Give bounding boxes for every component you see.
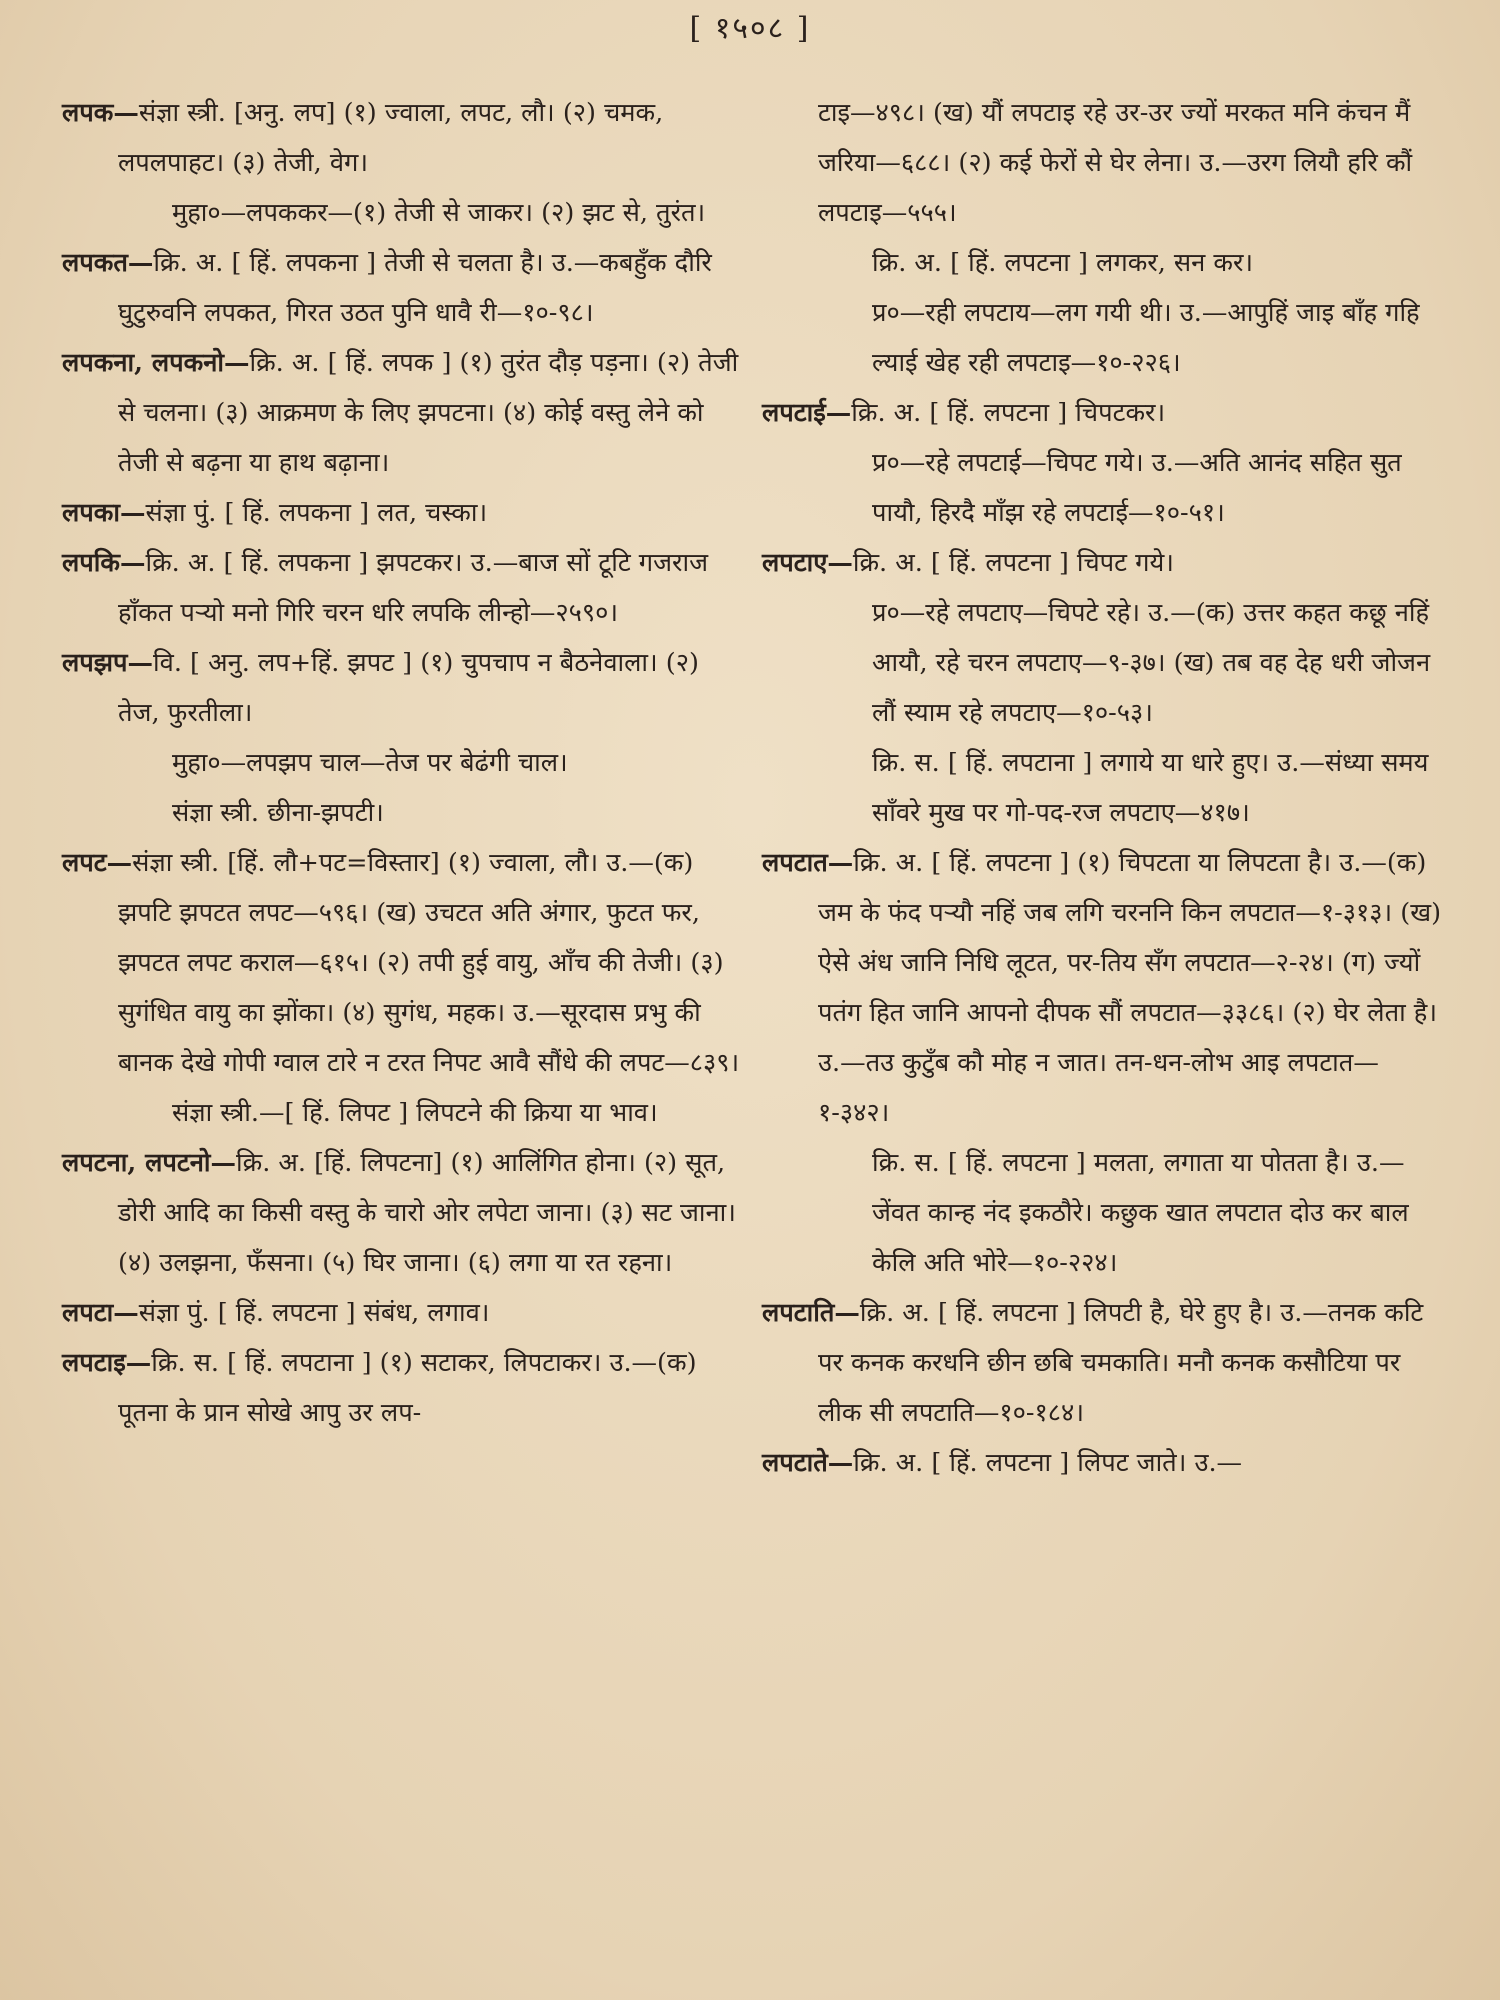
- definition: क्रि. अ. [ हिं. लपक ] (१) तुरंत दौड़ पड़ना। (२) तेजी से चलना। (३) आक्रमण के लिए झपटना। (४) कोई वस्तु लेने को तेजी से बढ़ना या हाथ बढ़ाना।: [118, 348, 739, 478]
- entry: [762, 838, 1442, 1138]
- right-column: [762, 88, 1442, 1488]
- entry: [762, 388, 1442, 438]
- entry: [62, 838, 742, 1088]
- definition: क्रि. अ. [ हिं. लपकना ] झपटकर। उ.—बाज सों टूटि गजराज हाँकत पर्‍यो मनो गिरि चरन धरि लपकि लीन्हो—२५९०।: [118, 548, 709, 628]
- sub-entry: प्र०—रहे लपटाए—चिपटे रहे। उ.—(क) उत्तर कहत कछू नहिं आयौ, रहे चरन लपटाए—९-३७। (ख) तब वह देह धरी जोजन लौं स्याम रहे लपटाए—१०-५३।: [872, 598, 1431, 728]
- definition: संज्ञा पुं. [ हिं. लपकना ] लत, चस्का।: [145, 498, 488, 528]
- headword: लपटाति—: [762, 1298, 860, 1328]
- entry: [762, 1438, 1442, 1488]
- definition: क्रि. अ. [ हिं. लपटना ] लिपट जाते। उ.—: [853, 1448, 1243, 1478]
- headword: लपट—: [62, 848, 133, 878]
- sub-entry: मुहा०—लपझप चाल—तेज पर बेढंगी चाल।: [172, 748, 568, 778]
- definition: संज्ञा स्त्री. [हिं. लौ+पट=विस्तार] (१) ज्वाला, लौ। उ.—(क) झपटि झपटत लपट—५९६। (ख) उचटत अति अंगार, फुटत फर, झपटत लपट कराल—६१५। (२) तपी हुई वायु, आँच की तेजी। (३) सुगंधित वायु का झोंका। (४) सुगंध, महक। उ.—सूरदास प्रभु की बानक देखे गोपी ग्वाल टारे न टरत निपट आवै सौंधे की लपट—८३९।: [118, 848, 740, 1078]
- headword: लपकि—: [62, 548, 146, 578]
- definition: क्रि. अ. [हिं. लिपटना] (१) आलिंगित होना। (२) सूत, डोरी आदि का किसी वस्तु के चारो ओर लपेटा जाना। (३) सट जाना। (४) उलझना, फँसना। (५) घिर जाना। (६) लगा या रत रहना।: [118, 1148, 736, 1278]
- entry: [62, 1138, 742, 1288]
- definition: संज्ञा पुं. [ हिं. लपटना ] संबंध, लगाव।: [138, 1298, 490, 1328]
- headword: लपका—: [62, 498, 146, 528]
- entry: [62, 338, 742, 488]
- headword: लपकत—: [62, 248, 154, 278]
- entry: [62, 88, 742, 188]
- headword: लपक—: [62, 98, 139, 128]
- definition: क्रि. स. [ हिं. लपटाना ] (१) सटाकर, लिपटाकर। उ.—(क) पूतना के प्रान सोखे आपु उर लप-: [118, 1348, 697, 1428]
- entry: [62, 238, 742, 338]
- definition: क्रि. अ. [ हिं. लपटना ] (१) चिपटता या लिपटता है। उ.—(क) जम के फंद पर्‍यौ नहिं जब लगि चरननि किन लपटात—१-३१३। (ख) ऐसे अंध जानि निधि लूटत, पर-तिय सँग लपटात—२-२४। (ग) ज्यों पतंग हित जानि आपनो दीपक सौं लपटात—३३८६। (२) घेर लेता है। उ.—तउ कुटुँब कौ मोह न जात। तन-धन-लोभ आइ लपटात—१-३४२।: [818, 848, 1442, 1128]
- definition: क्रि. अ. [ हिं. लपटना ] चिपट गये।: [852, 548, 1174, 578]
- sub-entry: संज्ञा स्त्री.—[ हिं. लिपट ] लिपटने की क्रिया या भाव।: [172, 1098, 658, 1128]
- headword: लपझप—: [62, 648, 154, 678]
- page-number: [ १५०८ ]: [689, 11, 811, 46]
- headword: लपटात—: [762, 848, 854, 878]
- definition: वि. [ अनु. लप+हिं. झपट ] (१) चुपचाप न बैठनेवाला। (२) तेज, फुरतीला।: [118, 648, 699, 728]
- sub-entry: क्रि. स. [ हिं. लपटना ] मलता, लगाता या पोतता है। उ.—जेंवत कान्ह नंद इकठौरे। कछुक खात लपटात दोउ कर बाल केलि अति भोरे—१०-२२४।: [872, 1148, 1409, 1278]
- headword: लपटाते—: [762, 1448, 854, 1478]
- definition: संज्ञा स्त्री. [अनु. लप] (१) ज्वाला, लपट, लौ। (२) चमक, लपलपाहट। (३) तेजी, वेग।: [118, 98, 664, 178]
- sub-entry: क्रि. स. [ हिं. लपटाना ] लगाये या धारे हुए। उ.—संध्या समय साँवरे मुख पर गो-पद-रज लपटाए—४१७।: [872, 748, 1429, 828]
- headword: लपटाई—: [762, 398, 852, 428]
- headword: लपटाइ—: [62, 1348, 152, 1378]
- sub-entry: प्र०—रही लपटाय—लग गयी थी। उ.—आपुहिं जाइ बाँह गहि ल्याई खेह रही लपटाइ—१०-२२६।: [872, 298, 1420, 378]
- entry: [762, 538, 1442, 588]
- sub-entry: प्र०—रहे लपटाई—चिपट गये। उ.—अति आनंद सहित सुत पायौ, हिरदै माँझ रहे लपटाई—१०-५१।: [872, 448, 1402, 528]
- entry: [62, 638, 742, 738]
- entry: [62, 1288, 742, 1338]
- left-column: [62, 88, 742, 1438]
- definition: क्रि. अ. [ हिं. लपटना ] चिपटकर।: [851, 398, 1166, 428]
- definition: क्रि. अ. [ हिं. लपटना ] लिपटी है, घेरे हुए है। उ.—तनक कटि पर कनक करधनि छीन छबि चमकाति। मनौ कनक कसौटिया पर लीक सी लपटाति—१०-१८४।: [818, 1298, 1424, 1428]
- headword: लपकना, लपकनो—: [62, 348, 250, 378]
- continued-text: टाइ—४९८। (ख) यौं लपटाइ रहे उर-उर ज्यों मरकत मनि कंचन मैं जरिया—६८८। (२) कई फेरों से घेर लेना। उ.—उरग लियौ हरि कौं लपटाइ—५५५।: [818, 98, 1413, 228]
- sub-entry: मुहा०—लपककर—(१) तेजी से जाकर। (२) झट से, तुरंत।: [172, 198, 706, 228]
- headword: लपटाए—: [762, 548, 853, 578]
- headword: लपटना, लपटनो—: [62, 1148, 237, 1178]
- definition: क्रि. अ. [ हिं. लपकना ] तेजी से चलता है। उ.—कबहुँक दौरि घुटुरुवनि लपकत, गिरत उठत पुनि धावै री—१०-९८।: [118, 248, 712, 328]
- entry: [62, 488, 742, 538]
- sub-entry: संज्ञा स्त्री. छीना-झपटी।: [172, 798, 384, 828]
- entry: [762, 1288, 1442, 1438]
- sub-entry: क्रि. अ. [ हिं. लपटना ] लगकर, सन कर।: [872, 248, 1254, 278]
- headword: लपटा—: [62, 1298, 139, 1328]
- entry: [62, 538, 742, 638]
- entry: [62, 1338, 742, 1438]
